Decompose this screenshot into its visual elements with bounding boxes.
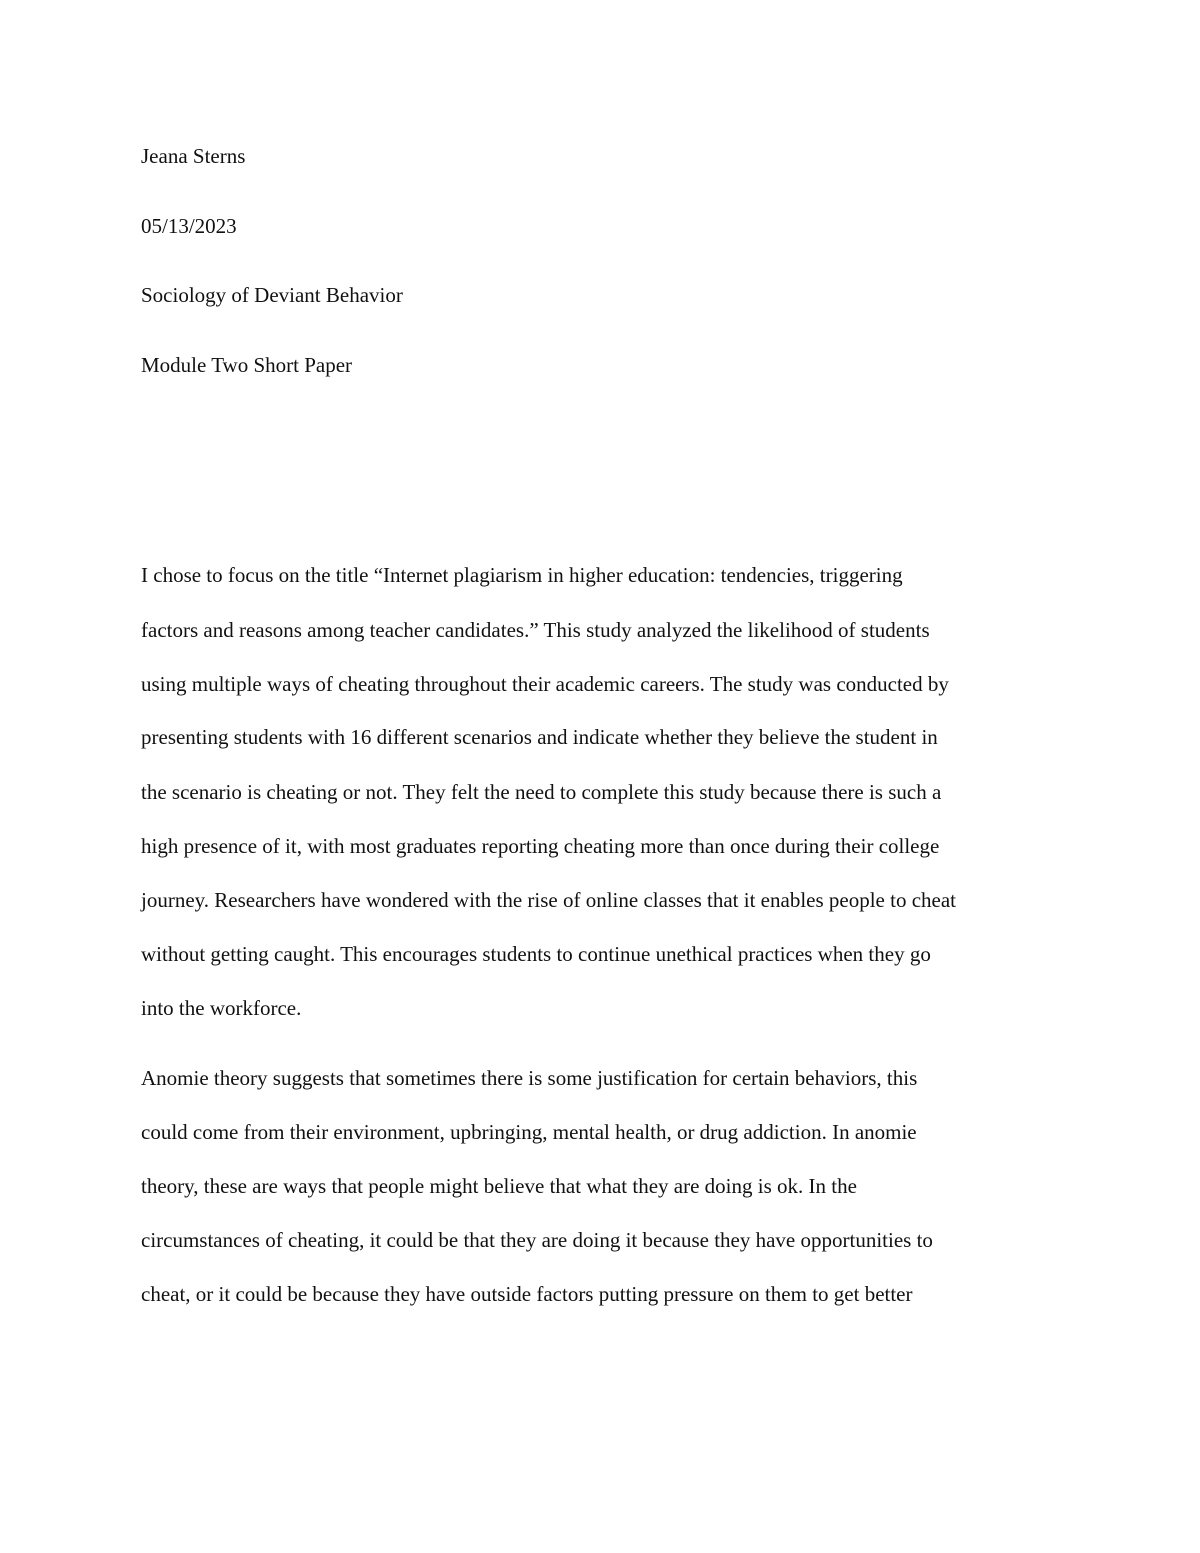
paragraph-line: factors and reasons among teacher candidates.” This study analyzed the likelihood of students bbox=[141, 618, 930, 642]
submission-date: 05/13/2023 bbox=[141, 214, 237, 238]
paragraph-line: Anomie theory suggests that sometimes there is some justification for certain behaviors, this bbox=[141, 1066, 918, 1090]
paragraph-line: I chose to focus on the title “Internet plagiarism in higher education: tendencies, triggering bbox=[141, 563, 903, 587]
paragraph-line: could come from their environment, upbringing, mental health, or drug addiction. In anomie bbox=[141, 1120, 917, 1144]
paragraph-line: presenting students with 16 different scenarios and indicate whether they believe the student in bbox=[141, 725, 938, 749]
paragraph-line: circumstances of cheating, it could be that they are doing it because they have opportunities to bbox=[141, 1228, 933, 1252]
paragraph-line: high presence of it, with most graduates reporting cheating more than once during their college bbox=[141, 834, 940, 858]
paragraph-line: without getting caught. This encourages students to continue unethical practices when they go bbox=[141, 942, 931, 966]
paragraph-line: using multiple ways of cheating throughout their academic careers. The study was conducted by bbox=[141, 672, 949, 696]
author-name: Jeana Sterns bbox=[141, 144, 246, 168]
assignment-title: Module Two Short Paper bbox=[141, 353, 353, 377]
paragraph-line: theory, these are ways that people might believe that what they are doing is ok. In the bbox=[141, 1174, 857, 1198]
paragraph-line: cheat, or it could be because they have outside factors putting pressure on them to get better bbox=[141, 1282, 913, 1306]
paragraph-line: into the workforce. bbox=[141, 996, 302, 1020]
paragraph-line: journey. Researchers have wondered with the rise of online classes that it enables people to cheat bbox=[141, 888, 957, 912]
course-title: Sociology of Deviant Behavior bbox=[141, 283, 403, 307]
paragraph-line: the scenario is cheating or not. They felt the need to complete this study because there is such a bbox=[141, 780, 942, 804]
